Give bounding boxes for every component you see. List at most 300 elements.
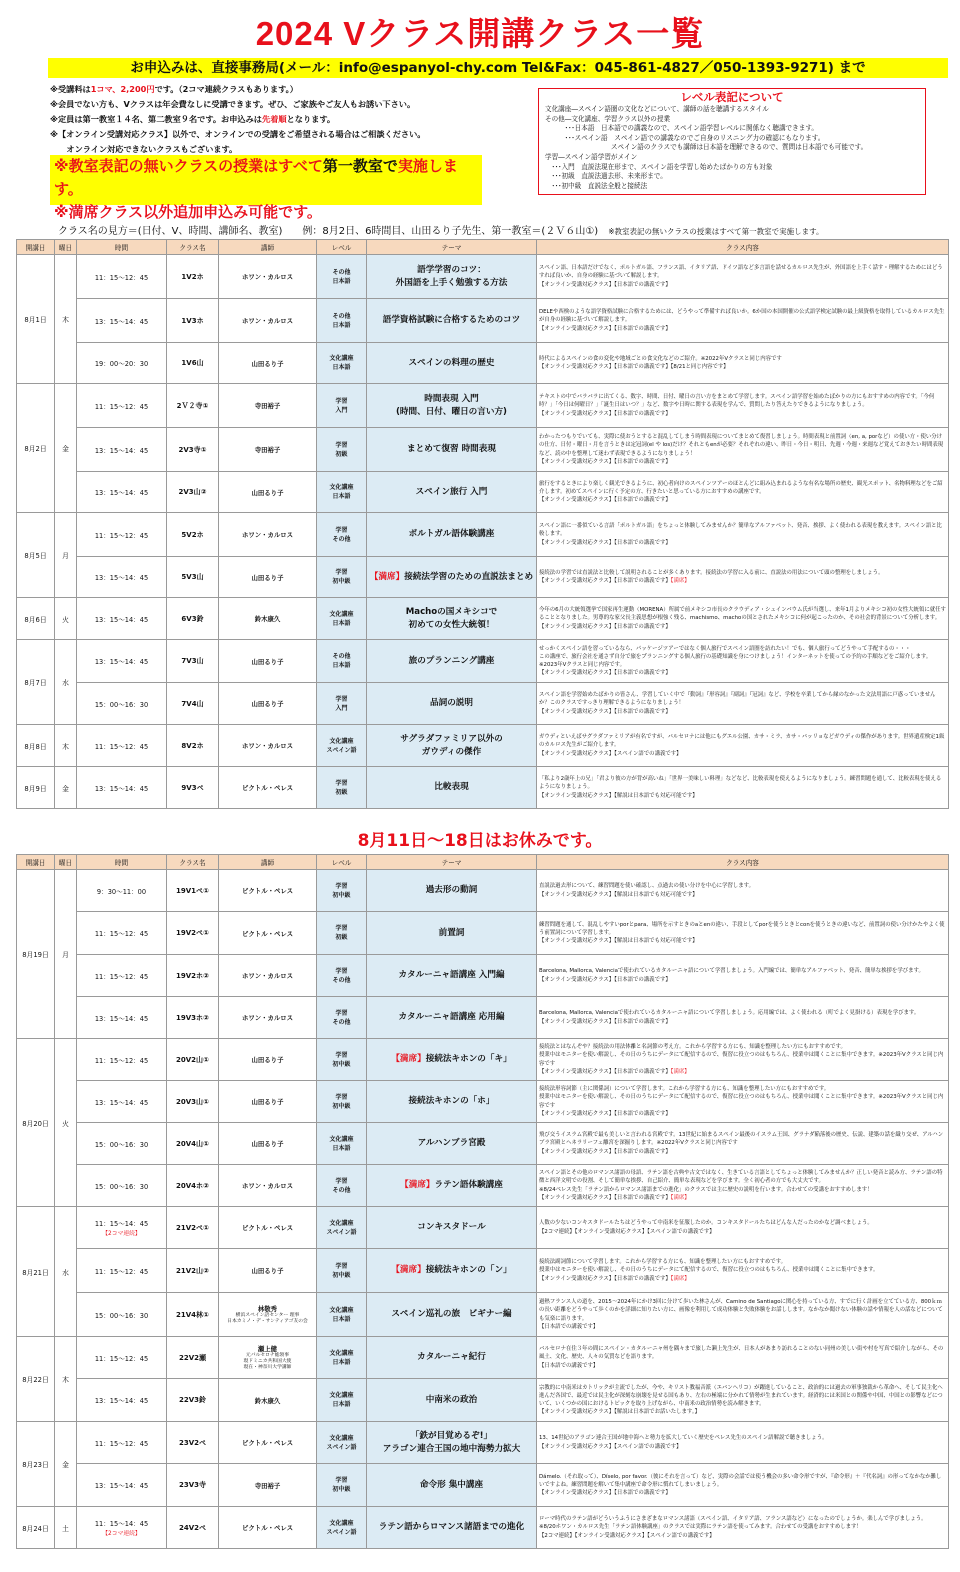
level-cell — [317, 1422, 367, 1464]
level-cell — [317, 725, 367, 767]
time-text: 11：15～12：45 — [94, 531, 149, 540]
description-cell — [537, 557, 949, 598]
class-name-cell: 19V2ホ② — [167, 955, 219, 997]
class-name-cell: 9V3ペ — [167, 767, 219, 809]
time-text: 13：15～14：45 — [94, 574, 149, 582]
full-badge: 【満席】 — [670, 1275, 690, 1282]
time-text: 13：15～14：45 — [94, 1482, 149, 1490]
description-line: 【オンライン受講対応クラス】【日本語での講義です】 — [539, 623, 671, 630]
teacher-cell — [219, 1249, 317, 1293]
theme-cell — [367, 1379, 537, 1422]
description-line: 時代によるスペインの食の変化や地域ごとの食文化などのご紹介。※2022年Vクラスと同じ内容です — [539, 355, 782, 362]
level-legend-line: その他―文化講座、学習クラス以外の授業 — [545, 114, 671, 123]
time-cell — [77, 557, 167, 598]
time-cell — [77, 598, 167, 640]
classroom-note: ※教室表記の無いクラスの授業はすべて第一教室で実施します。 — [54, 157, 458, 198]
weekday-cell: 木 — [55, 1337, 77, 1422]
theme-cell — [367, 640, 537, 683]
description-cell — [537, 912, 949, 955]
weekday-cell: 月 — [55, 513, 77, 598]
class-name-cell: 20V4山① — [167, 1123, 219, 1165]
level-text: 学習 — [335, 1177, 348, 1185]
class-name-cell: 19V1ぺ① — [167, 870, 219, 912]
teacher-name: 山田るり子 — [251, 700, 284, 708]
level-text: 文化講座 — [329, 1219, 354, 1227]
column-header: テーマ — [367, 855, 537, 870]
level-cell — [317, 1464, 367, 1507]
description-cell — [537, 955, 949, 997]
class-name-guide-text: クラス名の見方＝(日付、V、時間、講師名、教室) 例：8月2日、6時間目、山田るり子先生、第一教室＝(２Ｖ６山①) — [58, 226, 599, 237]
level-cell — [317, 472, 367, 513]
description-cell — [537, 1039, 949, 1081]
class-name-cell: 23V2ぺ — [167, 1422, 219, 1464]
description-line: 【オンライン受講対応クラス】【日本語での講義です】 — [539, 1490, 671, 1497]
weekday-cell: 火 — [55, 1039, 77, 1207]
date-cell: 8月9日 — [17, 767, 55, 809]
theme-cell — [367, 472, 537, 513]
level-cell — [317, 1293, 367, 1337]
theme-cell — [367, 1507, 537, 1549]
teacher-cell — [219, 472, 317, 513]
teacher-cell — [219, 1379, 317, 1422]
level-text: 文化講座 — [329, 484, 354, 491]
column-header: クラス内容 — [537, 240, 949, 255]
level-text: 日本語 — [332, 619, 351, 627]
description-line: 【オンライン受講対応クラス】【日本語での講義です】 — [539, 1110, 671, 1117]
table-row — [17, 1207, 949, 1249]
description-cell — [537, 1165, 949, 1207]
level-text: 学習 — [335, 397, 348, 405]
time-text: 13：15～14：45 — [94, 317, 149, 326]
table-row — [17, 767, 949, 809]
teacher-cell — [219, 1039, 317, 1081]
time-text: 13：15～14：45 — [94, 489, 149, 497]
teacher-cell — [219, 343, 317, 384]
weekday-cell: 土 — [55, 1507, 77, 1549]
description-cell — [537, 384, 949, 428]
time-text: 11：15～12：45 — [94, 1439, 149, 1448]
table-row — [17, 1464, 949, 1507]
teacher-affiliation: 現ドミニカ共和国大使 — [243, 1359, 292, 1364]
teacher-cell — [219, 870, 317, 912]
teacher-name: 山田るり子 — [251, 359, 284, 368]
theme-text: Machoの国メキシコで — [405, 606, 498, 617]
theme-text: 品詞の説明 — [430, 698, 473, 708]
class-name-guide-note: ※教室表記の無いクラスの授業はすべて第一教室で実施します。 — [608, 227, 824, 236]
level-text: 初級 — [335, 934, 348, 941]
theme-cell — [367, 299, 537, 343]
date-cell: 8月19日 — [17, 870, 55, 1039]
note-text: です。（2コマ連続クラスもあります。） — [154, 84, 298, 94]
teacher-name: 山田るり子 — [251, 1056, 284, 1064]
description-cell — [537, 1249, 949, 1293]
level-text: 日本語 — [332, 1401, 351, 1408]
weekday-cell: 木 — [55, 255, 77, 384]
theme-text: 中南米の政治 — [425, 1394, 478, 1405]
teacher-name: 寺田裕子 — [254, 446, 281, 454]
time-cell — [77, 997, 167, 1039]
description-line: 【オンライン受講対応クラス】【日本語での講義です】 — [539, 458, 671, 465]
description-line: 【オンライン受講対応クラス】【日本語での講義です】 — [539, 497, 671, 504]
teacher-name: 山田るり子 — [251, 1140, 284, 1148]
note-text: ※会員でない方も、Vクラスは年会費なしに受講できます。ぜひ、ご家族やご友人もお誘い下さい。 — [50, 99, 416, 109]
level-text: 学習 — [335, 882, 348, 890]
theme-cell — [367, 1039, 537, 1081]
theme-cell — [367, 870, 537, 912]
level-text: その他 — [332, 976, 351, 984]
description-line: 【日本語での講義です】 — [539, 1362, 599, 1369]
date-cell: 8月5日 — [17, 513, 55, 598]
level-cell — [317, 343, 367, 384]
note-line — [50, 97, 530, 112]
table-row — [17, 299, 949, 343]
teacher-name: ビクトル・ペレス — [242, 1224, 293, 1232]
description-line: Barcelona, Mallorca, Valenciaで使われているカタルーニャ語について学習しましょう。入門編では、簡単なアルファベット、発音、簡単な挨拶を学びます。 — [539, 968, 924, 975]
theme-text: 過去形の動詞 — [425, 885, 478, 895]
full-badge: 【満席】 — [400, 1180, 435, 1190]
level-legend-line: 文化講座―スペイン語圏の文化などについて、講師の話を聴講するスタイル — [545, 105, 769, 113]
level-text: 入門 — [335, 406, 348, 414]
date-cell: 8月7日 — [17, 640, 55, 725]
teacher-cell — [219, 299, 317, 343]
level-cell — [317, 1123, 367, 1165]
level-text: 学習 — [335, 569, 348, 576]
level-text: 初中級 — [332, 578, 351, 585]
level-cell — [317, 557, 367, 598]
theme-text: 接続法キホンの「キ」 — [425, 1054, 512, 1064]
description-line: スペイン語を学習始めたばかりの皆さん、学習していく中で『動詞』『形容詞』『副詞』『冠詞』など、学校を卒業してから縁のなかった文法用語に戸惑っていませんか？このクラスですっきり理解できるようになりましょう！ — [539, 692, 936, 707]
level-text: 文化講座 — [329, 1349, 354, 1357]
table-row — [17, 1165, 949, 1207]
level-cell — [317, 1039, 367, 1081]
teacher-name: ビクトル・ペレス — [242, 1524, 293, 1532]
time-cell — [77, 1464, 167, 1507]
description-line: 【オンライン受講対応クラス】【解説は日本語でお話いたします。】 — [539, 1409, 700, 1416]
level-cell — [317, 640, 367, 683]
column-header: クラス名 — [167, 855, 219, 870]
teacher-cell — [219, 1081, 317, 1123]
column-header: 講師 — [219, 855, 317, 870]
teacher-cell — [219, 513, 317, 557]
description-cell — [537, 1379, 949, 1422]
time-cell — [77, 1123, 167, 1165]
description-line: 【オンライン受講対応クラス】【スペイン語での講義です】 — [539, 1443, 682, 1450]
time-cell — [77, 1422, 167, 1464]
level-text: 学習 — [335, 441, 348, 449]
teacher-affiliation: 横浜スペイン語センター 理事 — [235, 1313, 300, 1318]
description-cell — [537, 343, 949, 384]
time-cell — [77, 1337, 167, 1379]
description-line: 直説法過去形について、練習問題を使い確認し、点過去の使い分けを中心に学習します。 — [539, 883, 754, 890]
teacher-cell — [219, 683, 317, 725]
table-row — [17, 1507, 949, 1549]
column-header: 開講日 — [17, 855, 55, 870]
theme-text: (時間、日付、曜日の言い方) — [396, 406, 507, 417]
theme-text: スペイン巡礼の旅 ビギナー編 — [391, 1309, 512, 1319]
time-cell — [77, 1507, 167, 1549]
teacher-cell — [219, 1507, 317, 1549]
level-text: 学習 — [335, 1262, 348, 1270]
level-text: 文化講座 — [329, 737, 354, 745]
level-text: スペイン語 — [326, 1228, 357, 1236]
description-line: 授業中はモニターを使い解説し、その日のうちにデータにて配信するので、復習に役立つのはもちろん、授業中は聞くことに集中できます。※2023年Vクラスと同じ内容です — [539, 1052, 944, 1067]
time-cell — [77, 343, 167, 384]
teacher-name: ホワン・カルロス — [241, 1182, 294, 1190]
level-cell — [317, 1249, 367, 1293]
table-row — [17, 1249, 949, 1293]
theme-cell — [367, 557, 537, 598]
time-cell — [77, 1039, 167, 1081]
classroom-note-highlight: 第一教室で — [322, 157, 398, 175]
full-badge: 【満席】 — [670, 1194, 690, 1201]
table-row — [17, 557, 949, 598]
date-cell: 8月22日 — [17, 1337, 55, 1422]
description-line: 【オンライン受講対応クラス】【日本語での講義です】【8/21と同じ内容です】 — [539, 364, 729, 370]
description-line: 【オンライン受講対応クラス】【日本語での講義です】 — [539, 670, 671, 677]
date-cell: 8月21日 — [17, 1207, 55, 1337]
level-text: その他 — [332, 1018, 351, 1026]
time-cell — [77, 912, 167, 955]
theme-text: ラテン語からロマンス諸語までの進化 — [378, 1522, 525, 1532]
table-row — [17, 683, 949, 725]
time-text: 19：00～20：30 — [94, 360, 149, 368]
note-text: ※受講料は — [50, 84, 91, 94]
date-cell: 8月2日 — [17, 384, 55, 513]
weekday-cell: 金 — [55, 384, 77, 513]
level-text: 日本語 — [332, 277, 351, 285]
description-line: スペイン語に一番似ている言語「ポルトガル語」をちょっと体験してみませんか？簡単なアルファベット、発音、挨拶、よく使われる表現を教えます。スペイン語と比較します。 — [539, 523, 942, 538]
column-header: テーマ — [367, 240, 537, 255]
level-cell — [317, 767, 367, 809]
teacher-cell — [219, 1123, 317, 1165]
theme-text: ラテン語体験講座 — [434, 1180, 503, 1190]
time-cell — [77, 1165, 167, 1207]
column-header: 時間 — [77, 855, 167, 870]
level-cell — [317, 870, 367, 912]
description-line: 【オンライン受講対応クラス】【日本語での講義です】 — [539, 1018, 671, 1025]
level-text: 初中級 — [332, 1271, 351, 1279]
time-cell — [77, 767, 167, 809]
table-row — [17, 1293, 949, 1337]
theme-cell — [367, 1422, 537, 1464]
note-text: となります。 — [286, 114, 336, 124]
note-line — [50, 127, 530, 142]
description-line: 13、14世紀のアラゴン連合王国が地中海へと勢力を拡大していく歴史をペレス先生のスペイン語解説で聴きましょう。 — [539, 1435, 828, 1442]
description-cell — [537, 472, 949, 513]
time-text: 11：15～12：45 — [94, 273, 149, 282]
teacher-cell — [219, 955, 317, 997]
date-cell: 8月24日 — [17, 1507, 55, 1549]
level-text: 文化講座 — [329, 1519, 354, 1527]
teacher-cell — [219, 1207, 317, 1249]
theme-cell — [367, 683, 537, 725]
table-row — [17, 1039, 949, 1081]
level-text: その他 — [332, 535, 351, 543]
class-name-cell: 5V2ホ — [167, 513, 219, 557]
level-text: 日本語 — [332, 493, 351, 500]
description-line: この講座で、旅行会社を通さず自分で旅をプランニングする個人旅行の基礎知識を身につけましょう！インターネットを使っての予約の手順などをご紹介します。※2023年Vクラスと同じ内容です。 — [539, 653, 932, 668]
theme-cell — [367, 384, 537, 428]
time-cell — [77, 1379, 167, 1422]
schedule-table-1 — [16, 239, 949, 809]
level-legend-line: ･･･日本語 日本語での講義なので、スペイン語学習レベルに関係なく聴講できます。 — [545, 124, 818, 133]
teacher-name: 瀬上健 — [257, 1345, 278, 1353]
full-badge: 【満席】 — [670, 1068, 690, 1075]
note-line — [50, 82, 530, 97]
additional-apply-note: ※満席クラス以外追加申込み可能です。 — [54, 203, 322, 221]
note-highlight: 先着順 — [262, 114, 287, 124]
level-cell — [317, 1207, 367, 1249]
teacher-name: 山田るり子 — [251, 1267, 284, 1275]
teacher-name: ビクトル・ペレス — [242, 887, 293, 895]
table-row — [17, 725, 949, 767]
description-line: ※8/20ホワン・カルロス先生「ラテン語体験講座」のクラスでは実際にラテン語を使ってみます。合わせての受講をおすすめします！ — [539, 1524, 862, 1531]
time-cell — [77, 640, 167, 683]
time-cell — [77, 1293, 167, 1337]
level-cell — [317, 955, 367, 997]
teacher-name: 山田るり子 — [251, 1098, 284, 1106]
teacher-affiliation: 元バルセロナ総領事 — [245, 1353, 290, 1358]
theme-text: 接続法学習のための直説法まとめ — [404, 571, 534, 582]
page-title: 2024 Vクラス開講クラス一覧 — [255, 15, 705, 52]
level-legend-line: ･･･スペイン語 スペイン語での講義なのでご自身のリスニング力の確認にもなります。 — [545, 133, 825, 142]
note-text: ※定員は第一教室１４名、第二教室９名です。お申込みは — [50, 114, 262, 124]
time-text: 11：15～14：45 — [94, 1220, 149, 1228]
description-line: 【オンライン受講対応クラス】【日本語での講義です】 — [539, 281, 671, 288]
description-cell — [537, 1337, 949, 1379]
theme-cell — [367, 955, 537, 997]
time-text: 15：00～16：30 — [94, 1182, 149, 1191]
date-cell: 8月23日 — [17, 1422, 55, 1507]
teacher-cell — [219, 384, 317, 428]
date-cell: 8月6日 — [17, 598, 55, 640]
time-cell — [77, 255, 167, 299]
schedule-table-2 — [16, 854, 949, 1549]
teacher-cell — [219, 1293, 317, 1337]
description-line: 旅行をするときにより楽しく観光できるように、初心者向けのスペインツアーのほとんどに組み込まれるような有名な場所の歴史、観光スポット、名物料理などをご紹介します。初めてスペインに行く予定の方、行きたいと思っている方におすすめの講座です。 — [539, 480, 943, 495]
level-legend-line: ･･･初中級 直説法全般と接続法 — [545, 181, 648, 190]
time-text: 13：15～14：45 — [94, 615, 149, 624]
column-header: クラス内容 — [537, 855, 949, 870]
teacher-cell — [219, 598, 317, 640]
level-text: 初級 — [335, 788, 348, 796]
description-line: 【オンライン受講対応クラス】【日本語での講義です】【満席】 — [539, 1068, 690, 1075]
theme-text: 接続法キホンの「ホ」 — [408, 1096, 495, 1106]
time-text: 11：15～12：45 — [94, 1267, 149, 1276]
column-header: 時間 — [77, 240, 167, 255]
theme-text: 旅のプランニング講座 — [408, 655, 495, 666]
theme-text: 比較表現 — [434, 782, 469, 792]
theme-cell — [367, 912, 537, 955]
theme-text: 外国語を上手く勉強する方法 — [395, 277, 508, 288]
level-cell — [317, 384, 367, 428]
description-cell — [537, 767, 949, 809]
time-text: 15：00～16：30 — [94, 700, 149, 709]
level-legend-box — [538, 88, 926, 195]
theme-text: アルハンブラ宮殿 — [417, 1138, 486, 1148]
teacher-name: ビクトル・ペレス — [242, 1439, 293, 1447]
class-name-cell: 8V2ホ — [167, 725, 219, 767]
note-highlight: 1コマ、2,200円 — [90, 84, 155, 94]
teacher-cell — [219, 640, 317, 683]
teacher-cell — [219, 725, 317, 767]
level-text: 文化講座 — [329, 1306, 354, 1314]
level-text: 文化講座 — [329, 1135, 354, 1143]
level-text: 日本語 — [332, 662, 351, 669]
description-line: 【日本語での講義です】 — [539, 1323, 599, 1330]
time-text: 11：15～14：45 — [94, 1520, 149, 1528]
time-cell — [77, 1249, 167, 1293]
description-line: 人数の少ないコンキスタドールたちはどうやって中南米を征服したのか。コンキスタドールたちはどんな人だったのかなど調べましょう。 — [539, 1220, 873, 1227]
class-name-cell: 1V3ホ — [167, 299, 219, 343]
column-header: 開講日 — [17, 240, 55, 255]
description-line: 【2コマ連続】【オンライン受講対応クラス】【スペイン語での講義です】 — [539, 1228, 715, 1235]
level-text: 学習 — [335, 1477, 348, 1484]
class-name-cell: 1V2ホ — [167, 255, 219, 299]
description-line: ※8/24ぺレス先生「ラテン語からロマンス諸語までの進化」のクラスでは主に歴史の説明を行います。合わせての受講をおすすめします！ — [539, 1186, 873, 1193]
table-row — [17, 1379, 949, 1422]
level-cell — [317, 1507, 367, 1549]
description-line: 【2コマ連続】【オンライン受講対応クラス】【スペイン語での講義です】 — [539, 1532, 715, 1539]
theme-cell — [367, 428, 537, 472]
teacher-name: 山田るり子 — [251, 488, 284, 497]
teacher-name: ホワン・カルロス — [241, 317, 294, 325]
level-text: 学習 — [335, 967, 348, 975]
level-cell — [317, 997, 367, 1039]
theme-cell — [367, 725, 537, 767]
description-cell — [537, 683, 949, 725]
column-header: 曜日 — [55, 240, 77, 255]
description-cell — [537, 255, 949, 299]
class-name-cell: 19V2ぺ① — [167, 912, 219, 955]
level-text: その他 — [332, 1186, 351, 1194]
description-cell — [537, 1081, 949, 1123]
description-line: 【オンライン受講対応クラス】【日本語での講義です】 — [539, 708, 671, 715]
table-row — [17, 384, 949, 428]
table-header-row — [17, 855, 949, 870]
level-text: 初中級 — [332, 891, 351, 899]
description-line: Barcelona, Mallorca, Valenciaで使われているカタルーニャ語について学習しましょう。応用編では、よく使われる（町でよく見掛ける）表現を学びます。 — [539, 1010, 920, 1017]
description-line: 飛び交うイスラム宮殿で最も美しいと言われる宮殿です。13世紀に始まるスペイン最後のイスラム王国、グラナダ陥落後の歴史、伝説、建築の話を織り交ぜ、アルハンブラ宮殿とヘネラリーフェ離宮を深掘りします。※2022年Vクラスと同じ内容です — [539, 1132, 944, 1147]
column-header: 曜日 — [55, 855, 77, 870]
table-row — [17, 472, 949, 513]
description-line: 【オンライン受講対応クラス】【日本語での講義です】 — [539, 1148, 671, 1155]
level-text: スペイン語 — [326, 1528, 357, 1536]
class-name-cell: 21V2ぺ① — [167, 1207, 219, 1249]
teacher-cell — [219, 912, 317, 955]
theme-text: カタルーニャ語講座 入門編 — [398, 970, 505, 980]
level-text: 学習 — [335, 925, 348, 932]
teacher-name: ホワン・カルロス — [241, 1014, 294, 1022]
theme-cell — [367, 1464, 537, 1507]
level-cell — [317, 1165, 367, 1207]
description-line: 接続法の学習では直説法と比較して説明されることが多くあります。接続法の学習に入る前に、直説法の用法について頭の整理をしましょう。 — [539, 569, 884, 576]
description-cell — [537, 428, 949, 472]
teacher-name: 鈴木康久 — [254, 1396, 281, 1405]
apply-banner: お申込みは、直接事務局(メール：info@espanyol-chy.com Tel&Fax：045-861-4827／050-1393-9271) まで — [48, 58, 948, 78]
level-cell — [317, 255, 367, 299]
two-period-tag: 【2コマ連続】 — [102, 1531, 141, 1537]
teacher-name: 山田るり子 — [251, 573, 284, 582]
time-cell — [77, 299, 167, 343]
teacher-affiliation: 現在・神奈川大学講師 — [243, 1365, 292, 1370]
full-badge: 【満席】 — [369, 571, 405, 582]
class-name-cell: 1V6山 — [167, 343, 219, 384]
table-row — [17, 1337, 949, 1379]
class-name-cell: 2V3寺① — [167, 428, 219, 472]
theme-cell — [367, 343, 537, 384]
class-name-cell: 22V2瀬 — [167, 1337, 219, 1379]
